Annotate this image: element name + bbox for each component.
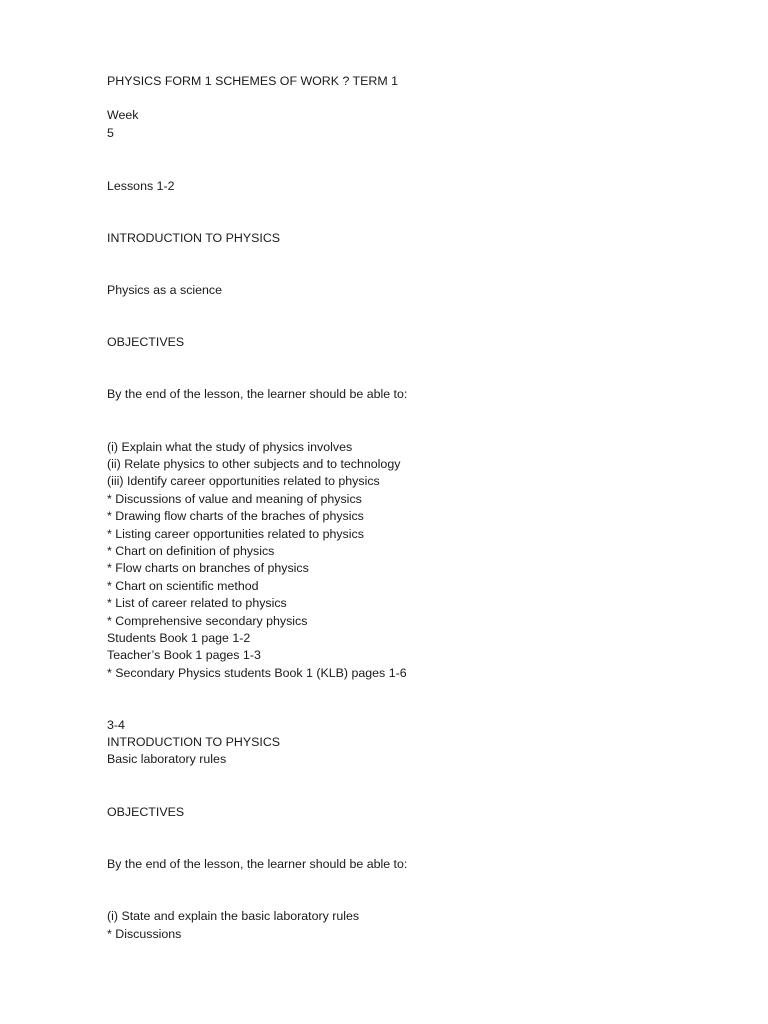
topic-heading: INTRODUCTION TO PHYSICS <box>107 231 281 245</box>
topic-heading: INTRODUCTION TO PHYSICS <box>107 735 281 750</box>
objectives-heading: OBJECTIVES <box>107 335 185 349</box>
objectives-intro: By the end of the lesson, the learner should be able to: <box>107 857 408 871</box>
list-item: * Flow charts on branches of physics <box>107 561 309 576</box>
list-item: Teacher’s Book 1 pages 1-3 <box>107 648 261 663</box>
list-item: (i) State and explain the basic laboratory rules <box>107 909 360 923</box>
list-item: * Chart on scientific method <box>107 578 259 593</box>
list-item: * Listing career opportunities related to physics <box>107 526 364 541</box>
list-item: * Chart on definition of physics <box>107 543 275 558</box>
list-item: * Secondary Physics students Book 1 (KLB) pages 1-6 <box>107 665 407 680</box>
week-label: Week <box>107 108 139 122</box>
list-item: (i) Explain what the study of physics involves <box>107 439 353 454</box>
list-item: * List of career related to physics <box>107 596 287 611</box>
list-item: * Discussions of value and meaning of physics <box>107 491 362 506</box>
list-item: * Comprehensive secondary physics <box>107 613 308 628</box>
lessons-label: 3-4 <box>107 718 125 732</box>
objectives-heading: OBJECTIVES <box>107 805 185 819</box>
list-item: Students Book 1 page 1-2 <box>107 630 251 645</box>
list-item: * Discussions <box>107 926 182 941</box>
list-item: (ii) Relate physics to other subjects and to technology <box>107 456 401 471</box>
subtopic: Physics as a science <box>107 283 223 297</box>
week-number: 5 <box>107 126 114 140</box>
lessons-label: Lessons 1-2 <box>107 179 175 193</box>
list-item: * Drawing flow charts of the braches of physics <box>107 509 364 524</box>
list-item: (iii) Identify career opportunities related to physics <box>107 474 380 489</box>
document-title: PHYSICS FORM 1 SCHEMES OF WORK ? TERM 1 <box>107 74 398 88</box>
subtopic: Basic laboratory rules <box>107 752 227 766</box>
objectives-intro: By the end of the lesson, the learner should be able to: <box>107 387 408 401</box>
